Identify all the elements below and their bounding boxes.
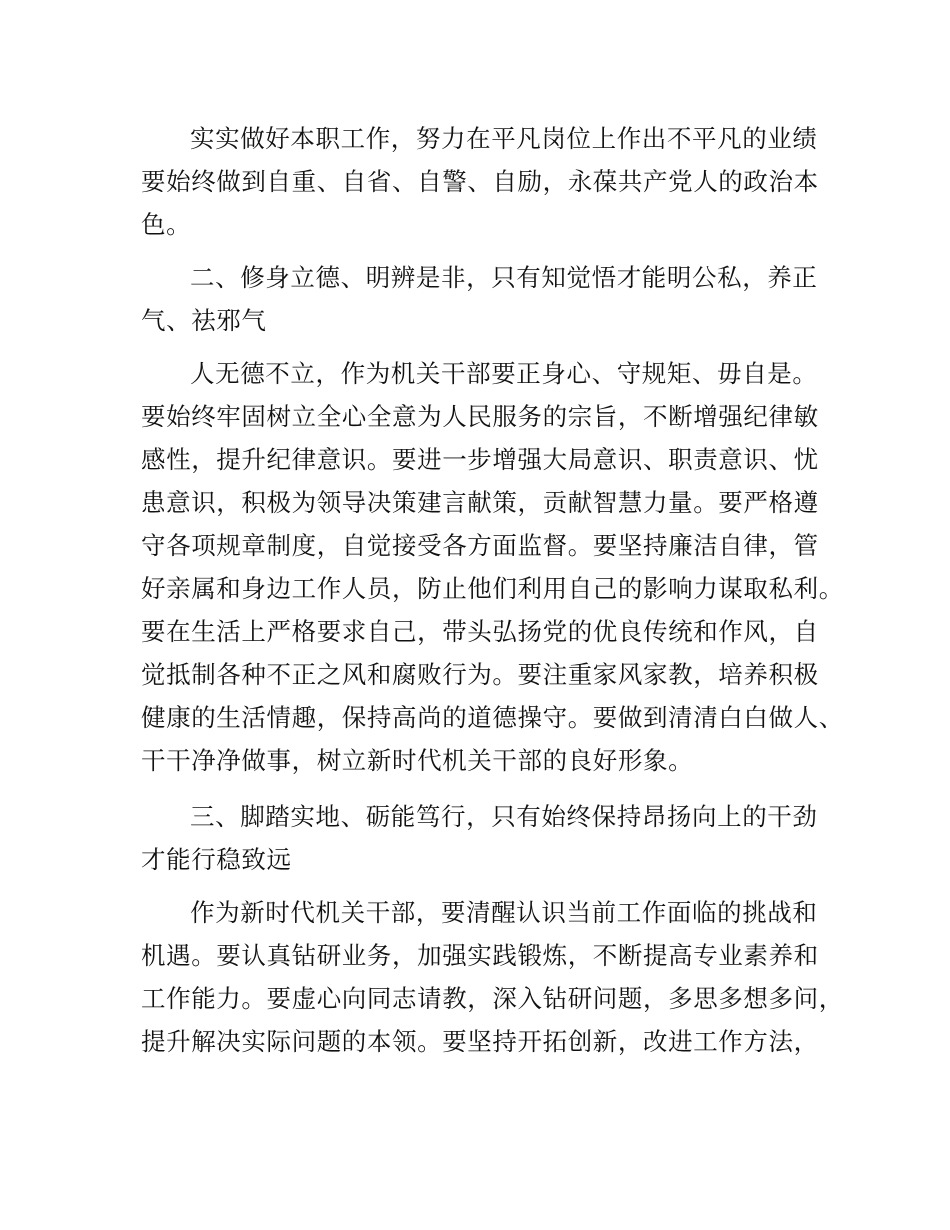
- paragraph-2-line-8: 觉抵制各种不正之风和腐败行为。要注重家风家教，培养积极: [141, 660, 819, 689]
- paragraph-2-line-10: 干干净净做事，树立新时代机关干部的良好形象。: [141, 746, 694, 775]
- paragraph-2-line-6: 好亲属和身边工作人员，防止他们利用自己的影响力谋取私利。: [141, 574, 844, 603]
- paragraph-3-line-2: 机遇。要认真钻研业务，加强实践锻炼，不断提高专业素养和: [141, 941, 819, 970]
- paragraph-2-line-5: 守各项规章制度，自觉接受各方面监督。要坚持廉洁自律，管: [141, 531, 819, 560]
- section-heading-3-line-2: 才能行稳致远: [141, 845, 292, 874]
- section-heading-3-line-1: 三、脚踏实地、砺能笃行，只有始终保持昂扬向上的干劲: [190, 802, 818, 831]
- section-heading-2-line-2: 气、祛邪气: [141, 306, 267, 335]
- paragraph-2-line-2: 要始终牢固树立全心全意为人民服务的宗旨，不断增强纪律敏: [141, 402, 819, 431]
- paragraph-1-line-1: 实实做好本职工作，努力在平凡岗位上作出不平凡的业绩: [190, 124, 818, 153]
- paragraph-3-line-1: 作为新时代机关干部，要清醒认识当前工作面临的挑战和: [190, 898, 818, 927]
- paragraph-2-line-1: 人无德不立，作为机关干部要正身心、守规矩、毋自是。: [190, 359, 818, 388]
- paragraph-3-line-4: 提升解决实际问题的本领。要坚持开拓创新，改进工作方法，: [141, 1027, 819, 1056]
- paragraph-2-line-7: 要在生活上严格要求自己，带头弘扬党的优良传统和作风，自: [141, 617, 819, 646]
- section-heading-2-line-1: 二、修身立德、明辨是非，只有知觉悟才能明公私，养正: [190, 263, 818, 292]
- paragraph-2-line-9: 健康的生活情趣，保持高尚的道德操守。要做到清清白白做人、: [141, 703, 844, 732]
- paragraph-1-line-3: 色。: [141, 210, 192, 239]
- paragraph-2-line-3: 感性，提升纪律意识。要进一步增强大局意识、职责意识、忧: [141, 445, 819, 474]
- paragraph-1-line-2: 要始终做到自重、自省、自警、自励，永葆共产党人的政治本: [141, 167, 819, 196]
- paragraph-3-line-3: 工作能力。要虚心向同志请教，深入钻研问题，多思多想多问，: [141, 984, 844, 1013]
- paragraph-2-line-4: 患意识，积极为领导决策建言献策，贡献智慧力量。要严格遵: [141, 488, 819, 517]
